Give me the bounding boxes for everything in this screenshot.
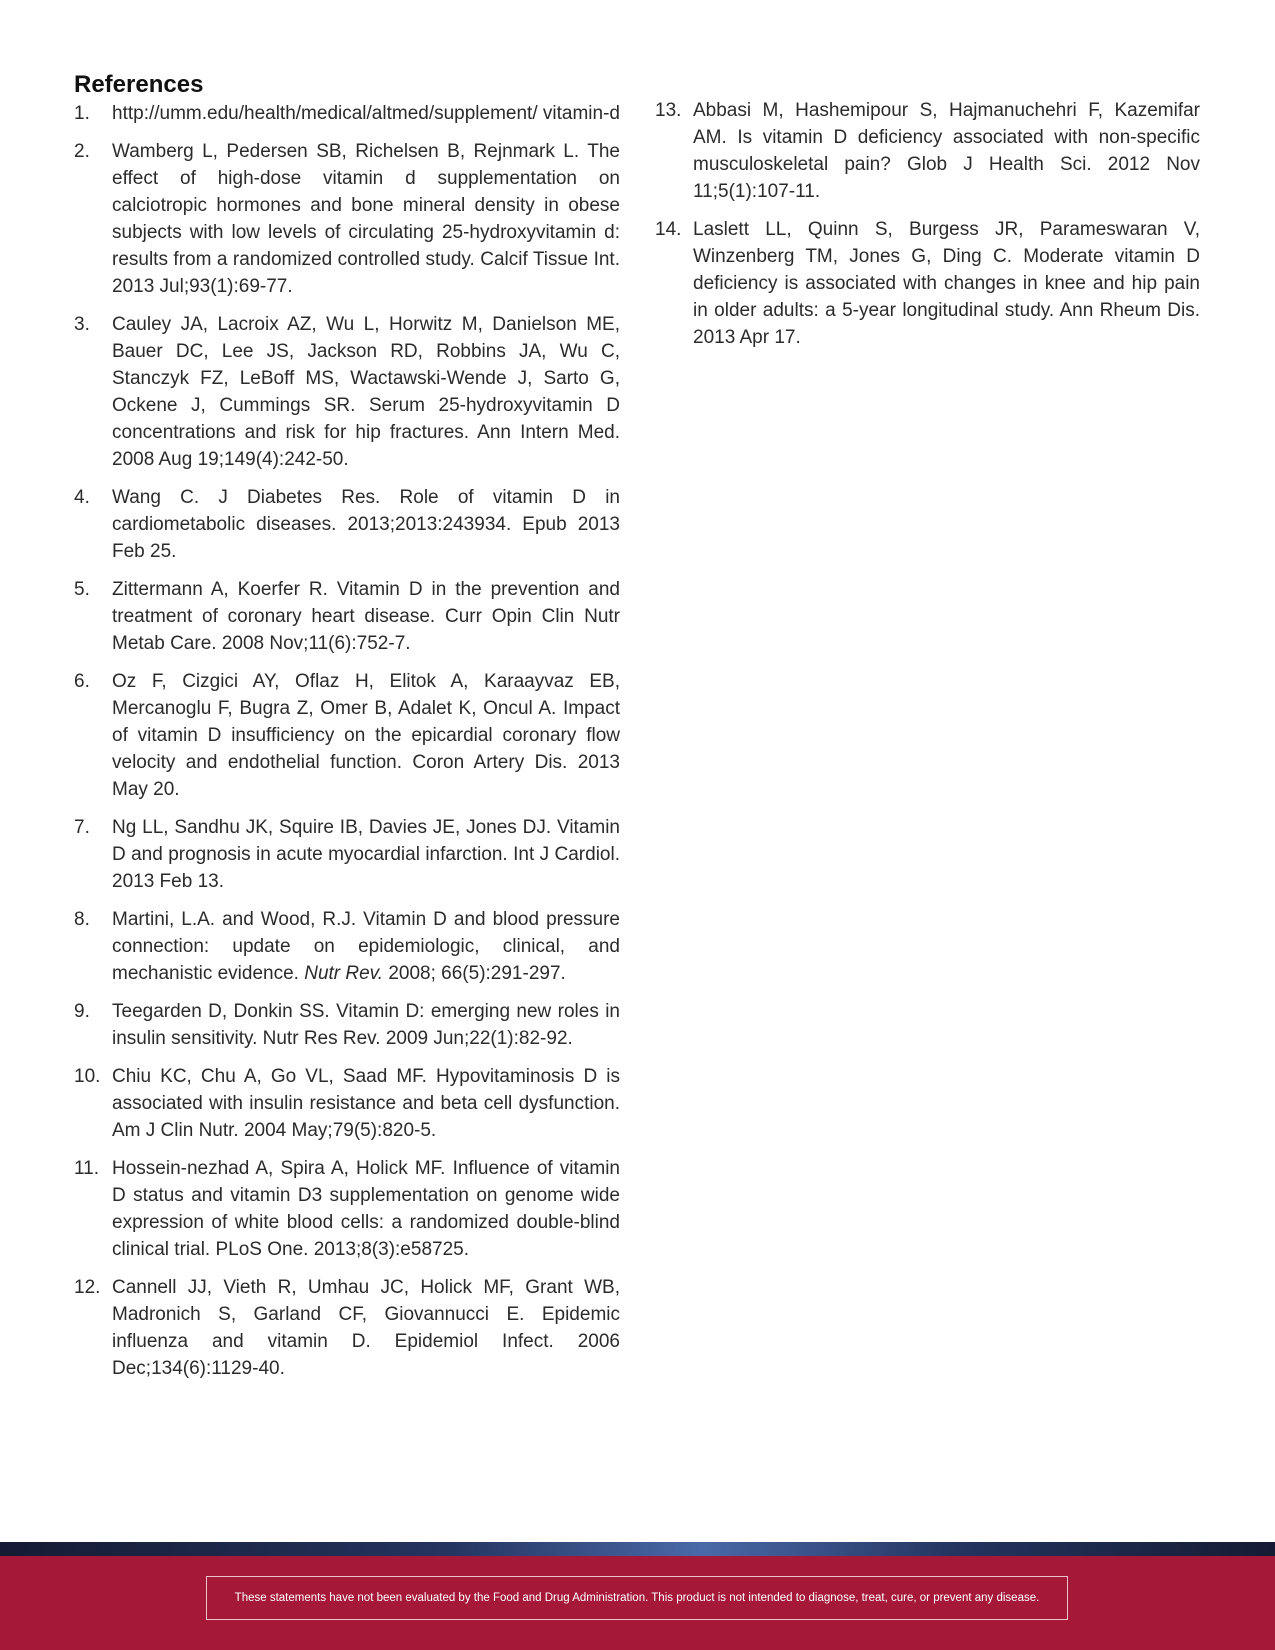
reference-item [655, 216, 1200, 351]
reference-number: 11. [74, 1158, 100, 1179]
reference-number: 14. [655, 219, 682, 240]
reference-item [74, 100, 620, 127]
reference-text-part: Martini, L.A. and Wood, R.J. Vitamin D and blood pressure connection: update on epidemiologic, clinical, and mechanistic evidence. [112, 909, 620, 984]
reference-link[interactable]: http://umm.edu/health/medical/altmed/supplement/ vitamin-d [112, 103, 620, 124]
reference-number: 3. [74, 314, 90, 335]
reference-number: 4. [74, 487, 90, 508]
reference-item [655, 97, 1200, 205]
reference-number: 9. [74, 1001, 90, 1022]
reference-text [112, 909, 620, 984]
reference-number: 10. [74, 1066, 101, 1087]
reference-number: 7. [74, 817, 90, 838]
reference-item [74, 484, 620, 565]
fda-disclaimer-text: These statements have not been evaluated by the Food and Drug Administration. This product is not intended to diagnose, treat, cure, or prevent any disease. [234, 1592, 1040, 1604]
references-list-right [655, 97, 1200, 362]
reference-text: Cannell JJ, Vieth R, Umhau JC, Holick MF, Grant WB, Madronich S, Garland CF, Giovannucci E. Epidemic influenza and vitamin D. Epidemiol Infect. 2006 Dec;134(6):1129-40. [112, 1277, 620, 1379]
reference-number: 12. [74, 1277, 101, 1298]
reference-number: 5. [74, 579, 90, 600]
reference-text: Hossein-nezhad A, Spira A, Holick MF. Influence of vitamin D status and vitamin D3 supplementation on genome wide expression of white blood cells: a randomized double-blind clinical trial. PLoS One. 2013;8(3):e58725. [112, 1158, 620, 1260]
reference-text: Cauley JA, Lacroix AZ, Wu L, Horwitz M, Danielson ME, Bauer DC, Lee JS, Jackson RD, Robbins JA, Wu C, Stanczyk FZ, LeBoff MS, Wactawski-Wende J, Sarto G, Ockene J, Cummings SR. Serum 25-hydroxyvitamin D concentrations and risk for hip fractures. Ann Intern Med. 2008 Aug 19;149(4):242-50. [112, 314, 620, 470]
footer-gradient-stripe [0, 1542, 1275, 1556]
reference-number: 8. [74, 909, 90, 930]
reference-text: Wang C. J Diabetes Res. Role of vitamin D in cardiometabolic diseases. 2013;2013:243934. Epub 2013 Feb 25. [112, 487, 620, 562]
reference-text: Ng LL, Sandhu JK, Squire IB, Davies JE, Jones DJ. Vitamin D and prognosis in acute myocardial infarction. Int J Cardiol. 2013 Feb 13. [112, 817, 620, 892]
reference-item [74, 668, 620, 803]
fda-disclaimer-box [206, 1576, 1068, 1620]
references-heading: References [74, 71, 204, 98]
reference-item [74, 1274, 620, 1382]
reference-item [74, 138, 620, 300]
reference-item [74, 1063, 620, 1144]
reference-text: Abbasi M, Hashemipour S, Hajmanuchehri F, Kazemifar AM. Is vitamin D deficiency associated with non-specific musculoskeletal pain? Glob J Health Sci. 2012 Nov 11;5(1):107-11. [693, 100, 1200, 202]
reference-item [74, 906, 620, 987]
reference-item [74, 311, 620, 473]
reference-item [74, 576, 620, 657]
reference-text: Wamberg L, Pedersen SB, Richelsen B, Rejnmark L. The effect of high-dose vitamin d supplementation on calciotropic hormones and bone mineral density in obese subjects with low levels of circulating 25-hydroxyvitamin d: results from a randomized controlled study. Calcif Tissue Int. 2013 Jul;93(1):69-77. [112, 141, 620, 297]
reference-number: 6. [74, 671, 90, 692]
reference-text: Teegarden D, Donkin SS. Vitamin D: emerging new roles in insulin sensitivity. Nutr Res Rev. 2009 Jun;22(1):82-92. [112, 1001, 620, 1049]
reference-item [74, 814, 620, 895]
reference-text: Chiu KC, Chu A, Go VL, Saad MF. Hypovitaminosis D is associated with insulin resistance and beta cell dysfunction. Am J Clin Nutr. 2004 May;79(5):820-5. [112, 1066, 620, 1141]
reference-number: 2. [74, 141, 90, 162]
journal-title-italic: Nutr Rev. [304, 963, 384, 984]
footer-band [0, 1556, 1275, 1650]
reference-text: Zittermann A, Koerfer R. Vitamin D in the prevention and treatment of coronary heart disease. Curr Opin Clin Nutr Metab Care. 2008 Nov;11(6):752-7. [112, 579, 620, 654]
references-list-left [74, 100, 620, 1393]
reference-text: Laslett LL, Quinn S, Burgess JR, Parameswaran V, Winzenberg TM, Jones G, Ding C. Moderate vitamin D deficiency is associated with changes in knee and hip pain in older adults: a 5-year longitudinal study. Ann Rheum Dis. 2013 Apr 17. [693, 219, 1200, 348]
reference-number: 1. [74, 103, 90, 124]
reference-item [74, 1155, 620, 1263]
reference-text-part: 2008; 66(5):291-297. [383, 963, 566, 984]
reference-text: Oz F, Cizgici AY, Oflaz H, Elitok A, Karaayvaz EB, Mercanoglu F, Bugra Z, Omer B, Adalet K, Oncul A. Impact of vitamin D insufficiency on the epicardial coronary flow velocity and endothelial function. Coron Artery Dis. 2013 May 20. [112, 671, 620, 800]
reference-item [74, 998, 620, 1052]
reference-number: 13. [655, 100, 682, 121]
